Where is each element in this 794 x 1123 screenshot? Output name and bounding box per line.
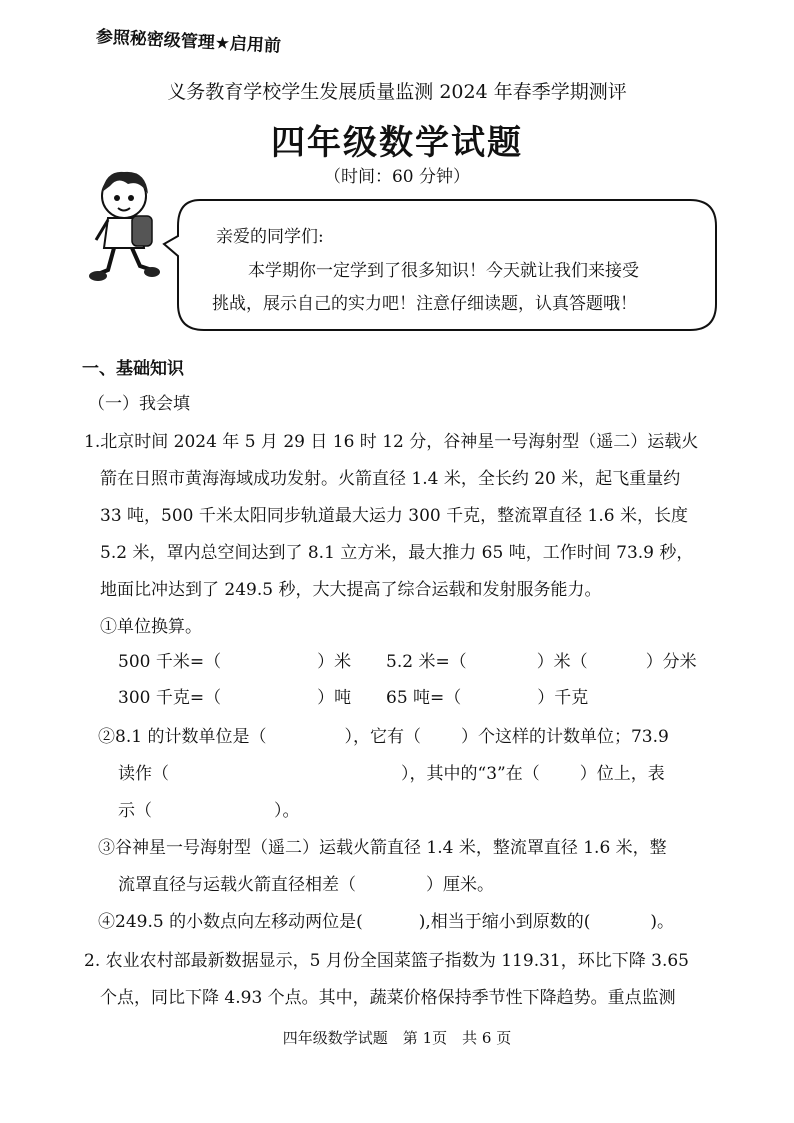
q2-line: 个点，同比下降 4.93 个点。其中，蔬菜价格保持季节性下降趋势。重点监测 xyxy=(100,988,676,1008)
q1-line: 箭在日照市黄海海域成功发射。火箭直径 1.4 米，全长约 20 米，起飞重量约 xyxy=(100,469,681,489)
q1-line: 5.2 米，罩内总空间达到了 8.1 立方米，最大推力 65 吨，工作时间 73.9 秒， xyxy=(100,543,694,563)
text: ②8.1 的计数单位是（ xyxy=(98,727,267,747)
conv-prefix: 300 千克=（ xyxy=(118,688,222,708)
q1-line: 地面比冲达到了 249.5 秒，大大提高了综合运载和发射服务能力。 xyxy=(100,580,602,600)
text: ④249.5 的小数点向左移动两位是( xyxy=(98,912,363,932)
conv-suffix: ）分米 xyxy=(645,652,697,672)
text: ）。 xyxy=(274,801,300,821)
q1-part1-title: ①单位换算。 xyxy=(100,617,202,637)
text: ）位上，表 xyxy=(579,764,665,784)
conv-suffix: ）千克 xyxy=(537,688,589,708)
conv-suffix: ）米 xyxy=(317,652,352,672)
greeting-line-2: 挑战，展示自己的实力吧！注意仔细读题，认真答题哦！ xyxy=(212,294,637,314)
text: )。 xyxy=(650,912,675,932)
conv-suffix: ）吨 xyxy=(317,688,352,708)
q1-part3-line2 xyxy=(118,870,494,895)
text: ）个这样的计数单位；73.9 xyxy=(460,727,669,747)
greeting-salutation: 亲爱的同学们: xyxy=(216,227,324,247)
conv-prefix: 5.2 米=（ xyxy=(386,652,467,672)
conv-prefix: 65 吨=（ xyxy=(386,688,462,708)
page-footer: 四年级数学试题 第 1页 共 6 页 xyxy=(282,1029,512,1047)
conversion-km-to-m xyxy=(118,647,351,672)
exam-subtitle: 义务教育学校学生发展质量监测 2024 年春季学期测评 xyxy=(167,81,627,103)
conversion-kg-to-t xyxy=(118,683,351,708)
conv-prefix: 500 千米=（ xyxy=(118,652,222,672)
q1-line: 33 吨，500 千米太阳同步轨道最大运力 300 千克，整流罩直径 1.6 米，长度 xyxy=(100,506,688,526)
text: ）厘米。 xyxy=(426,875,494,895)
conv-mid: ）米（ xyxy=(536,652,588,672)
greeting-line-1: 本学期你一定学到了很多知识！今天就让我们来接受 xyxy=(248,261,639,281)
text: 流罩直径与运载火箭直径相差（ xyxy=(118,875,356,895)
q1-part2-line3 xyxy=(118,796,300,821)
q1-line: 1.北京时间 2024 年 5 月 29 日 16 时 12 分，谷神星一号海射型（遥二）运载火 xyxy=(84,432,699,452)
page-title: 四年级数学试题 xyxy=(271,123,523,163)
section-title: 一、基础知识 xyxy=(82,359,184,379)
conversion-t-to-kg xyxy=(386,683,588,708)
text: 示（ xyxy=(118,801,152,821)
secret-mark: 参照秘密级管理★启用前 xyxy=(95,27,282,57)
q1-part4 xyxy=(98,907,674,932)
q1-part2-line1 xyxy=(98,722,669,747)
q1-part3-line1: ③谷神星一号海射型（遥二）运载火箭直径 1.4 米，整流罩直径 1.6 米，整 xyxy=(98,838,667,858)
q1-part2-line2 xyxy=(118,759,665,784)
section-subtitle: （一）我会填 xyxy=(88,394,190,414)
text: 读作（ xyxy=(118,764,169,784)
conversion-m-to-dm xyxy=(386,647,697,672)
text: ），它有（ xyxy=(344,727,421,747)
student-cartoon-illustration xyxy=(88,166,160,286)
q2-line: 2. 农业农村部最新数据显示，5 月份全国菜篮子指数为 119.31，环比下降 3.65 xyxy=(84,951,689,971)
text: ），其中的“3”在（ xyxy=(401,764,540,784)
exam-time: （时间：60 分钟） xyxy=(323,167,471,187)
text: ),相当于缩小到原数的( xyxy=(418,912,591,932)
